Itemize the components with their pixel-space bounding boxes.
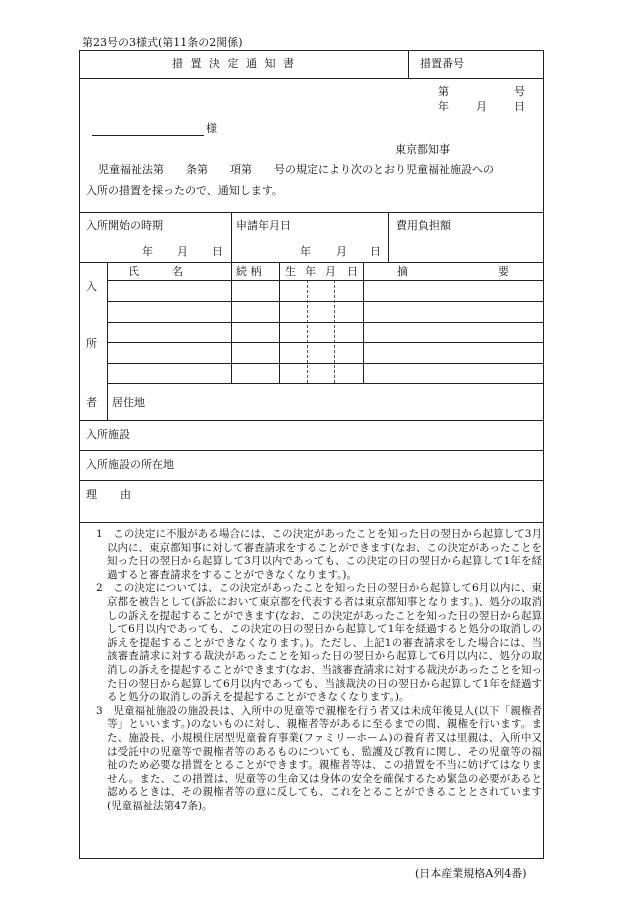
form-number: 第23号の3様式(第11条の2関係) <box>82 36 243 49</box>
date-nen: 年 <box>438 100 449 113</box>
residence-label: 居住地 <box>112 396 145 409</box>
number-go: 号 <box>514 85 525 98</box>
issuer: 東京都知事 <box>395 143 450 156</box>
reason-label-ri: 理 <box>86 488 97 501</box>
table-row-line-1 <box>107 301 544 302</box>
col-birth-sei: 生 <box>285 265 296 278</box>
facility-address-label: 入所施設の所在地 <box>86 458 174 471</box>
number-dai: 第 <box>438 85 449 98</box>
facility-row-bottom <box>79 450 544 451</box>
frame-right <box>543 50 544 858</box>
reason-label-yu: 由 <box>120 488 131 501</box>
col-name-header: 氏 名 <box>128 265 183 278</box>
fields-divider-2 <box>388 212 389 262</box>
frame-left <box>79 50 80 858</box>
table-rows-bottom <box>107 383 544 384</box>
fields-row-top <box>79 212 544 213</box>
side-label-nyu: 入 <box>86 280 97 293</box>
col-summary-1: 摘 <box>397 265 408 278</box>
admission-nen: 年 <box>142 245 153 258</box>
facility-address-row-bottom <box>79 480 544 481</box>
cost-label: 費用負担額 <box>396 219 451 232</box>
body-line-2: 入所の措置を採ったので、通知します。 <box>86 184 283 197</box>
table-bottom <box>79 420 544 421</box>
note-2: 2 この決定については、この決定があったことを知った日の翌日から起算して6月以内に、東京都を被告として(訴訟において東京都を代表する者は東京都知事となります。)、処分の取消しの訴えを提起することができます(なお、この決定があったことを知った日の翌日から起算して6月以内であっても、この決定の日の翌日から起算して1年を経過すると処分の取消しの訴えを提起することができなくなります。)。ただし、上記1の審査請求をした場合には、当該審査請求に対する裁決があったことを知った日の翌日から起算して6月以内に、処分の取消しの訴えを提起することができます(なお、当該審査請求に対する裁決があったことを知った日の翌日から起算して6月以内であっても、当該裁決の日の翌日から起算して1年を経過すると処分の取消しの訴えを提起することができなくなります。)。 <box>96 582 542 704</box>
reason-row-bottom <box>79 522 544 523</box>
side-label-sho: 所 <box>86 337 97 350</box>
col-birth-nen: 年 <box>305 265 316 278</box>
title-row-bottom <box>79 78 544 79</box>
note-1: 1 この決定に不服がある場合には、この決定があったことを知った日の翌日から起算して3月以内に、東京都知事に対して審査請求をすることができます(なお、この決定があったことを知った日の翌日から起算して3月以内であっても、この決定の日の翌日から起算して1年を経過すると審査請求をすることができなくなります。)。 <box>96 528 542 581</box>
admission-hi: 日 <box>212 245 223 258</box>
frame-top <box>79 50 544 51</box>
title-row-divider <box>408 50 409 78</box>
table-row-line-4 <box>107 363 544 364</box>
notes <box>96 528 542 813</box>
table-birth-dash-2 <box>334 280 335 383</box>
addressee-sama: 様 <box>206 122 217 135</box>
table-birth-dash-1 <box>307 280 308 383</box>
addressee-underline <box>92 135 204 136</box>
body-line-1: 児童福祉法第 条第 項第 号の規定により次のとおり児童福祉施設への <box>98 163 494 176</box>
side-label-sha: 者 <box>86 396 97 409</box>
col-relation-header: 続 柄 <box>236 265 262 278</box>
table-row-line-3 <box>107 342 544 343</box>
col-summary-2: 要 <box>498 265 509 278</box>
application-hi: 日 <box>370 245 381 258</box>
col-birth-tsuki: 月 <box>325 265 336 278</box>
date-tsuki: 月 <box>476 100 487 113</box>
table-row-line-2 <box>107 322 544 323</box>
col-birth-hi: 日 <box>347 265 358 278</box>
fields-divider-1 <box>231 212 232 262</box>
date-hi: 日 <box>514 100 525 113</box>
admission-tsuki: 月 <box>177 245 188 258</box>
application-tsuki: 月 <box>336 245 347 258</box>
application-date-label: 申請年月日 <box>236 219 291 232</box>
measure-number-label: 措置番号 <box>420 57 464 70</box>
table-header-bottom <box>107 280 544 281</box>
admission-start-label: 入所開始の時期 <box>86 219 163 232</box>
application-nen: 年 <box>300 245 311 258</box>
note-3: 3 児童福祉施設の施設長は、入所中の児童等で親権を行う者又は未成年後見人(以下「親権者等」といいます。)のないものに対し、親権者等があるに至るまでの間、親権を行います。また、施設長、小規模住居型児童養育事業(ファミリーホーム)の養育者又は里親は、入所中又は受託中の児童等で親権者等のあるものについても、監護及び教育に関し、その児童等の福祉のため必要な措置をとることができます。親権者等は、この措置を不当に妨げてはなりません。また、この措置は、児童等の生命又は身体の安全を確保するため緊急の必要があると認めるときは、その親権者等の意に反しても、これをとることができることとされています(児童福祉法第47条)。 <box>96 704 542 812</box>
table-top <box>79 262 544 263</box>
document-title: 措 置 決 定 通 知 書 <box>172 57 296 70</box>
frame-bottom <box>79 858 544 859</box>
standard-footer: (日本産業規格A列4番) <box>415 867 527 880</box>
facility-label: 入所施設 <box>86 428 130 441</box>
table-side-divider <box>107 262 108 420</box>
